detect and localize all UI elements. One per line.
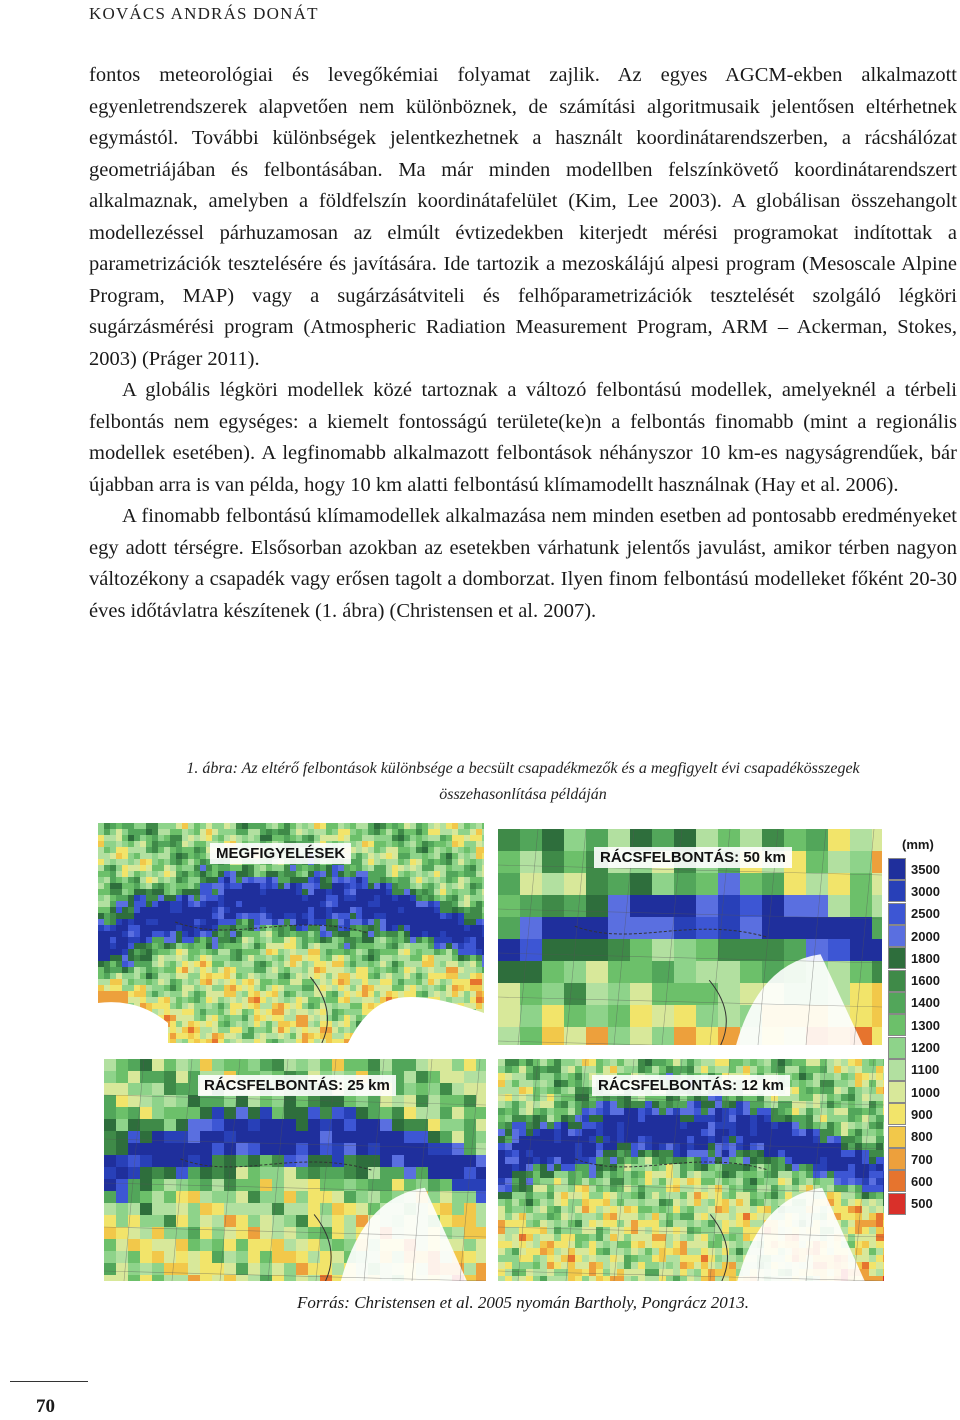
legend-swatch <box>888 1081 906 1103</box>
footer-rule <box>10 1381 88 1382</box>
map-panel-50km <box>498 829 882 1045</box>
paragraph-3: A finomabb felbontású klímamodellek alkalmazása nem minden esetben ad pontosabb eredményeket egy adott térségre. Elsősorban azokban az esetekben várhatunk jelentős javulást, amikor térben nagyon változékony a csapadék vagy erősen tagolt a domborzat. Ilyen finom felbontású modelleket főként 20-30 éves időtávlatra készítenek (1. ábra) (Christensen et al. 2007). <box>89 505 957 622</box>
paragraph-1: fontos meteorológiai és levegőkémiai folyamat zajlik. Az egyes AGCM-ekben alkalmazott egyenletrendszerek alapvetően nem különböznek, de számítási algoritmusaik jelentősen eltérhetnek egymástól. További különbségek jelentkezhetnek a használt koordinátarendszerben, a rácshálózat geometriájában és felbontásában. Ma már minden modellben felszínkövető koordinátarendszert alkalmaznak, amelyben a földfelszín koordinátafelület (Kim, Lee 2003). A globálisan összehangolt modellezéssel párhuzamosan az elmúlt évtizedekben kiterjedt mérési programokat indítottak a parametrizációk tesztelésére és javítására. Ide tartozik a mezoskálájú alpesi program (Mesoscale Alpine Program, MAP) vagy a sugárzásátviteli és felhőparametrizációk tesztelését szolgáló légköri sugárzásmérési program (Atmospheric Radiation Measurement Program, ARM – Ackerman, Stokes, 2003) (Práger 2011). <box>89 64 957 370</box>
legend-value: 800 <box>911 1129 933 1145</box>
legend-swatch <box>888 1103 906 1125</box>
legend-swatch <box>888 880 906 902</box>
legend-swatch <box>888 1193 906 1215</box>
panel-label-observations: MEGFIGYELÉSEK <box>210 843 351 864</box>
legend-swatch <box>888 1126 906 1148</box>
panel-label-12km: RÁCSFELBONTÁS: 12 km <box>592 1075 790 1096</box>
legend-value: 2000 <box>911 928 940 944</box>
legend-row <box>888 1192 958 1214</box>
page-number: 70 <box>36 1396 55 1417</box>
figure-precipitation-maps <box>88 813 958 1288</box>
legend-value: 2500 <box>911 906 940 922</box>
panel-label-50km: RÁCSFELBONTÁS: 50 km <box>594 847 792 868</box>
legend-row <box>888 1081 958 1103</box>
legend-swatch <box>888 970 906 992</box>
legend-row <box>888 858 958 880</box>
legend-value: 1000 <box>911 1084 940 1100</box>
body-text <box>89 60 957 627</box>
legend-swatch <box>888 858 906 880</box>
legend-swatch <box>888 992 906 1014</box>
legend-row <box>888 1126 958 1148</box>
legend-row <box>888 1059 958 1081</box>
legend-row <box>888 1036 958 1058</box>
legend-rows <box>888 858 958 1215</box>
legend-row <box>888 1170 958 1192</box>
legend-row <box>888 880 958 902</box>
legend-swatch <box>888 1037 906 1059</box>
paragraph-2: A globális légköri modellek közé tartoznak a változó felbontású modellek, amelyeknél a térbeli felbontás nem egységes: a kiemelt fontosságú területe(ke)n a felbontás finomabb (mint a regionális modellek esetében). A legfinomabb alkalmazott felbontások néhányszor 10 km-es nagyságrendűek, bár újabban arra is van példa, hogy 10 km alatti felbontású klímamodellt használnak (Hay et al. 2006). <box>89 379 957 496</box>
legend-row <box>888 1148 958 1170</box>
legend-swatch <box>888 947 906 969</box>
legend-swatch <box>888 1014 906 1036</box>
legend-swatch <box>888 903 906 925</box>
map-panel-12km <box>498 1059 884 1281</box>
legend-value: 1200 <box>911 1040 940 1056</box>
legend-value: 1100 <box>911 1062 940 1078</box>
legend-value: 700 <box>911 1151 933 1167</box>
figure-caption <box>89 756 957 808</box>
legend-row <box>888 992 958 1014</box>
figure-caption-line-1: 1. ábra: Az eltérő felbontások különbsége a becsült csapadékmezők és a megfigyelt évi csapadékösszegek <box>186 760 860 777</box>
legend-swatch <box>888 1170 906 1192</box>
legend-row <box>888 925 958 947</box>
precipitation-legend <box>888 837 958 1215</box>
panel-label-25km: RÁCSFELBONTÁS: 25 km <box>198 1075 396 1096</box>
figure-caption-line-2: összehasonlítása példáján <box>439 786 607 803</box>
legend-row <box>888 947 958 969</box>
legend-row <box>888 1103 958 1125</box>
legend-value: 1300 <box>911 1017 940 1033</box>
figure-source: Forrás: Christensen et al. 2005 nyomán Bartholy, Pongrácz 2013. <box>297 1293 749 1312</box>
legend-row <box>888 903 958 925</box>
legend-value: 1600 <box>911 973 940 989</box>
legend-row <box>888 969 958 991</box>
legend-value: 900 <box>911 1106 933 1122</box>
legend-swatch <box>888 1059 906 1081</box>
legend-value: 1800 <box>911 950 940 966</box>
map-panel-25km <box>104 1059 486 1281</box>
legend-swatch <box>888 925 906 947</box>
map-panel-observations <box>98 823 484 1043</box>
legend-value: 3000 <box>911 883 940 899</box>
legend-unit: (mm) <box>902 837 934 852</box>
legend-row <box>888 1014 958 1036</box>
legend-value: 3500 <box>911 861 940 877</box>
legend-swatch <box>888 1148 906 1170</box>
legend-value: 500 <box>911 1196 933 1212</box>
running-head-author: KOVÁCS ANDRÁS DONÁT <box>89 4 319 23</box>
legend-value: 600 <box>911 1173 933 1189</box>
legend-value: 1400 <box>911 995 940 1011</box>
